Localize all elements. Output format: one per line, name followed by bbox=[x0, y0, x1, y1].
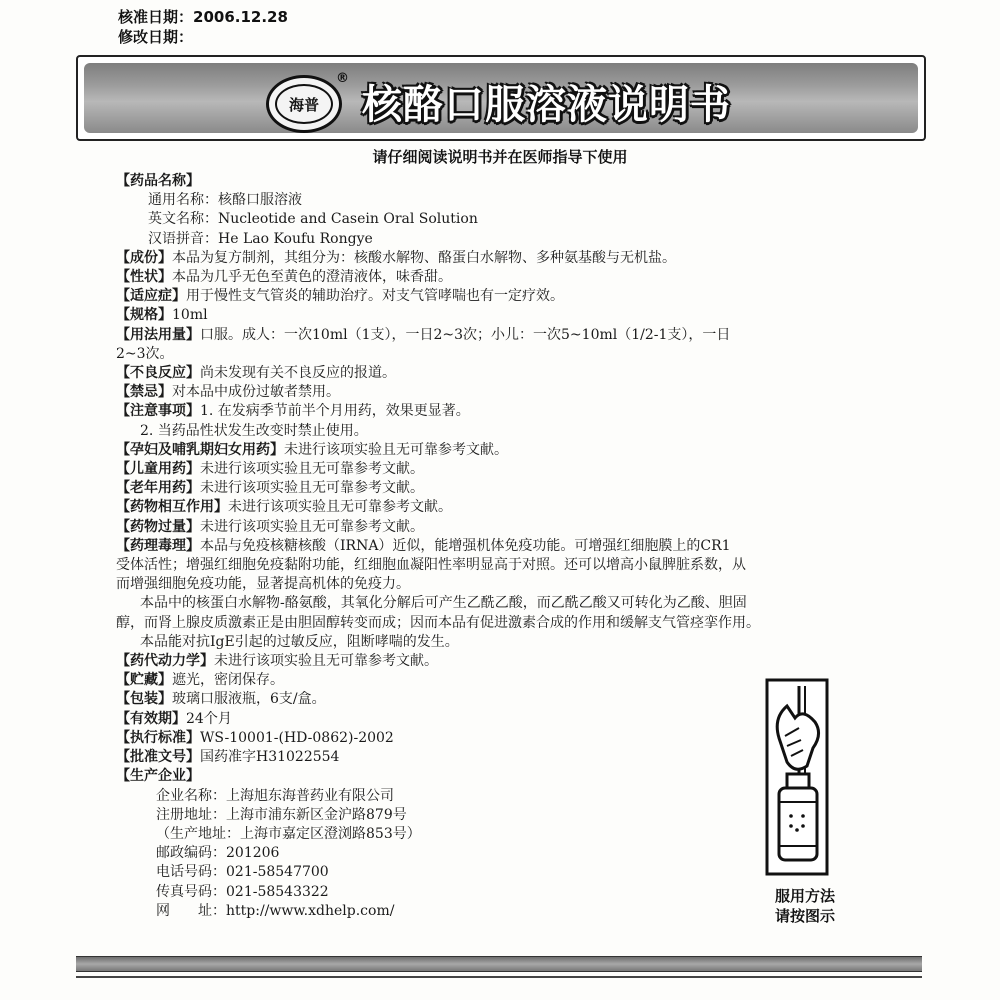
section-indication: 【适应症】用于慢性支气管炎的辅助治疗。对支气管哮喘也有一定疗效。 bbox=[116, 288, 564, 305]
section-spec: 【规格】10ml bbox=[116, 307, 208, 324]
pharmacology-para-3: 本品能对抗IgE引起的过敏反应，阻断哮喘的发生。 bbox=[140, 633, 459, 650]
section-children: 【儿童用药】未进行该项实验且无可靠参考文献。 bbox=[116, 461, 424, 478]
section-description: 【性状】本品为几乎无色至黄色的澄清液体，味香甜。 bbox=[116, 269, 452, 286]
generic-name: 通用名称：核酪口服溶液 bbox=[148, 192, 302, 209]
section-manufacturer-heading: 【生产企业】 bbox=[116, 768, 200, 785]
document-title: 核酪口服溶液说明书 bbox=[362, 82, 731, 128]
section-composition: 【成份】本品为复方制剂，其组分为：核酸水解物、酪蛋白水解物、多种氨基酸与无机盐。 bbox=[116, 249, 676, 266]
section-adverse: 【不良反应】尚未发现有关不良反应的报道。 bbox=[116, 365, 396, 382]
section-elderly: 【老年用药】未进行该项实验且无可靠参考文献。 bbox=[116, 480, 424, 497]
section-storage: 【贮藏】遮光，密闭保存。 bbox=[116, 672, 284, 689]
dosage-continued: 2~3次。 bbox=[116, 345, 174, 362]
section-pregnancy: 【孕妇及哺乳期妇女用药】未进行该项实验且无可靠参考文献。 bbox=[116, 441, 508, 458]
section-approval-number: 【批准文号】国药准字H31022554 bbox=[116, 749, 340, 766]
section-dosage: 【用法用量】口服。成人：一次10ml（1支），一日2~3次；小儿：一次5~10ml（1/2-1支），一日 bbox=[116, 326, 731, 343]
precaution-item-2: 2. 当药品性状发生改变时禁止使用。 bbox=[140, 422, 368, 439]
postcode: 邮政编码：201206 bbox=[156, 845, 280, 862]
section-validity: 【有效期】24个月 bbox=[116, 710, 232, 727]
pinyin-name: 汉语拼音：He Lao Koufu Rongye bbox=[148, 230, 373, 247]
logo-text: 海普 bbox=[288, 95, 319, 114]
illustration-caption: 服用方法 请按图示 bbox=[774, 887, 835, 925]
section-package: 【包装】玻璃口服液瓶，6支/盒。 bbox=[116, 691, 326, 708]
usage-notice: 请仔细阅读说明书并在医师指导下使用 bbox=[372, 148, 628, 166]
section-standard: 【执行标准】WS-10001-(HD-0862)-2002 bbox=[116, 729, 394, 746]
company-name: 企业名称：上海旭东海普药业有限公司 bbox=[156, 787, 394, 804]
website: 网 址：http://www.xdhelp.com/ bbox=[156, 902, 395, 919]
approval-date: 核准日期：2006.12.28 bbox=[118, 8, 288, 26]
section-overdose: 【药物过量】未进行该项实验且无可靠参考文献。 bbox=[116, 518, 424, 535]
pharmacology-para-2-line-2: 醇，而肾上腺皮质激素正是由胆固醇转变而成；因而本品有促进激素合成的作用和缓解支气管痉挛作用。 bbox=[116, 614, 760, 631]
title-banner bbox=[76, 55, 926, 141]
section-pharmacokinetics: 【药代动力学】未进行该项实验且无可靠参考文献。 bbox=[116, 653, 438, 670]
brand-logo bbox=[266, 75, 342, 133]
footer-bar bbox=[76, 956, 922, 972]
production-address: （生产地址：上海市嘉定区澄浏路853号） bbox=[156, 825, 421, 842]
revision-date: 修改日期： bbox=[118, 28, 194, 46]
registered-address: 注册地址：上海市浦东新区金沪路879号 bbox=[156, 806, 407, 823]
pharmacology-para-2: 本品中的核蛋白水解物-酪氨酸，其氧化分解后可产生乙酰乙酸，而乙酰乙酸又可转化为乙酸、胆固 bbox=[140, 595, 747, 612]
banner-background bbox=[84, 63, 918, 133]
registered-mark: ® bbox=[336, 71, 349, 86]
section-contraindication: 【禁忌】对本品中成份过敏者禁用。 bbox=[116, 384, 340, 401]
english-name: 英文名称：Nucleotide and Casein Oral Solution bbox=[148, 211, 478, 228]
pharmacology-line-3: 而增强细胞免疫功能，显著提高机体的免疫力。 bbox=[116, 576, 410, 593]
pharmacology-line-2: 受体活性；增强红细胞免疫黏附功能，红细胞血凝阳性率明显高于对照。还可以增高小鼠脾脏系数，从 bbox=[116, 557, 746, 574]
phone-number: 电话号码：021-58547700 bbox=[156, 864, 329, 881]
section-pharmacology: 【药理毒理】本品与免疫核糖核酸（IRNA）近似，能增强机体免疫功能。可增强红细胞膜上的CR1 bbox=[116, 537, 731, 554]
vial-usage-illustration-icon bbox=[765, 678, 829, 876]
section-interactions: 【药物相互作用】未进行该项实验且无可靠参考文献。 bbox=[116, 499, 452, 516]
fax-number: 传真号码：021-58543322 bbox=[156, 883, 329, 900]
section-name-heading: 【药品名称】 bbox=[116, 173, 200, 189]
section-precautions: 【注意事项】1. 在发病季节前半个月用药，效果更显著。 bbox=[116, 403, 470, 420]
footer-rule bbox=[76, 976, 922, 978]
